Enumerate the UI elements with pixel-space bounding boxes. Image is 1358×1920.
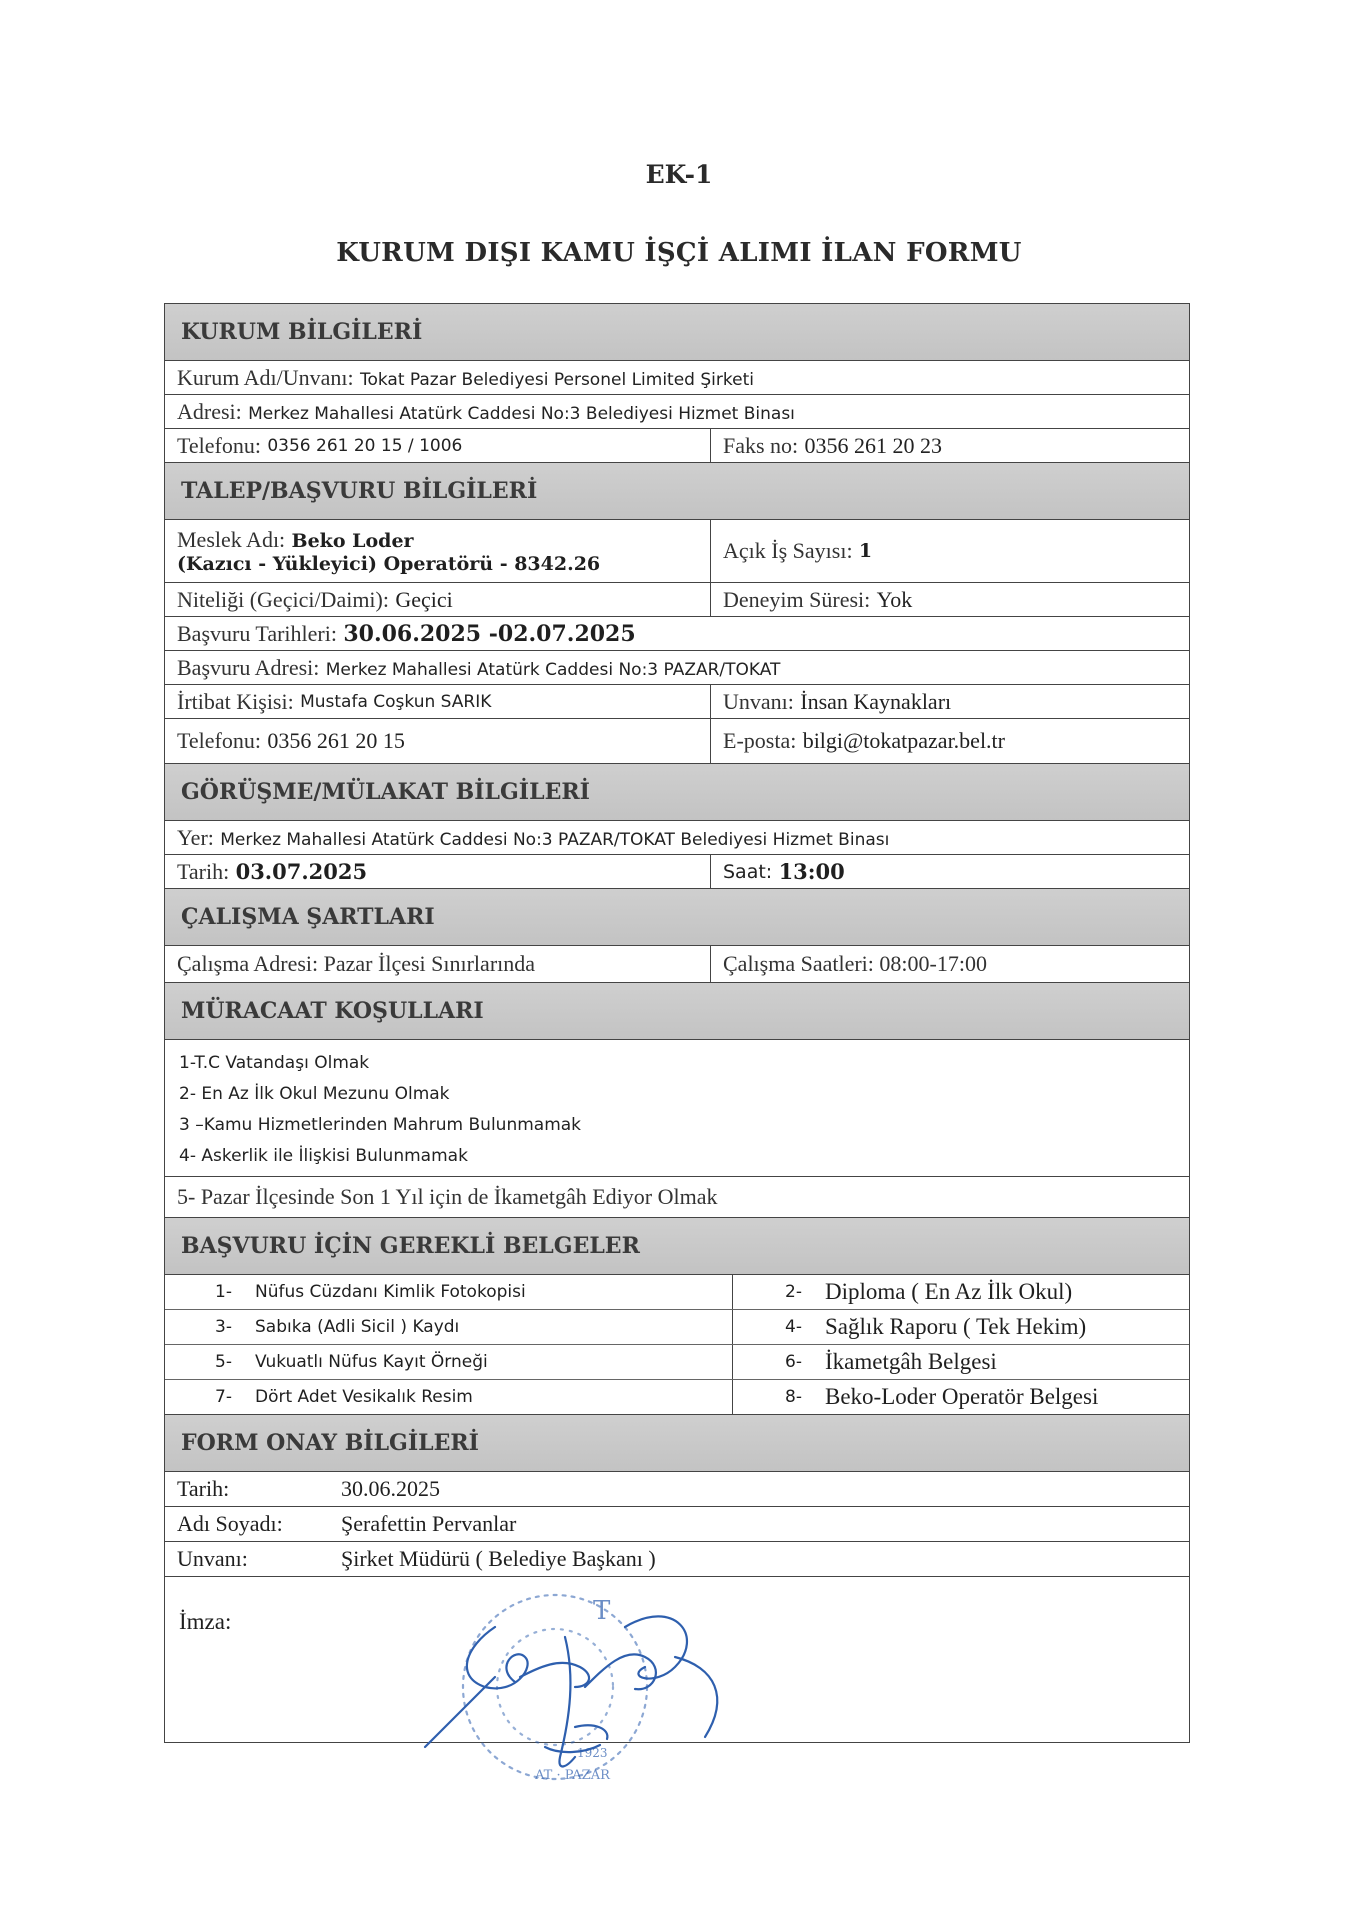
- approval-title-label: Unvanı:: [177, 1546, 248, 1571]
- section-muracaat: MÜRACAAT KOŞULLARI: [165, 983, 1189, 1040]
- documents-row: [165, 1310, 1189, 1345]
- dates-row: [165, 617, 1189, 651]
- job-value-line1: Beko Loder: [291, 530, 414, 552]
- approval-title-value: Şirket Müdürü ( Belediye Başkanı ): [341, 1546, 656, 1571]
- type-value: Geçici: [395, 586, 453, 612]
- kurum-fax-label: Faks no:: [723, 432, 799, 458]
- doc-name: Diploma ( En Az İlk Okul): [825, 1279, 1073, 1304]
- doc-name: Nüfus Cüzdanı Kimlik Fotokopisi: [255, 1282, 526, 1302]
- announcement-form: [164, 303, 1190, 1783]
- condition-item: 1-T.C Vatandaşı Olmak: [179, 1053, 370, 1073]
- condition-item: 4- Askerlik ile İlişkisi Bulunmamak: [179, 1146, 468, 1166]
- approval-date-row: [165, 1472, 1189, 1507]
- doc-name: Vukuatlı Nüfus Kayıt Örneği: [255, 1352, 488, 1372]
- contact-phone-label: Telefonu:: [177, 728, 261, 753]
- kurum-address-row: [165, 395, 1189, 429]
- email-value[interactable]: bilgi@tokatpazar.bel.tr: [802, 728, 1005, 753]
- kurum-phone-value: 0356 261 20 15 / 1006: [267, 435, 463, 456]
- contact-phone-row: [165, 719, 1189, 764]
- doc-name: İkametgâh Belgesi: [825, 1349, 997, 1374]
- documents-row: [165, 1345, 1189, 1380]
- kurum-phone-label: Telefonu:: [177, 432, 261, 458]
- condition-item-5: 5- Pazar İlçesinde Son 1 Yıl için de İkametgâh Ediyor Olmak: [177, 1184, 718, 1209]
- approval-date-label: Tarih:: [177, 1476, 230, 1501]
- svg-text:T: T: [593, 1596, 611, 1626]
- doc-name: Sabıka (Adli Sicil ) Kaydı: [255, 1317, 460, 1337]
- signature-stamp-icon: [345, 1517, 765, 1817]
- doc-name: Beko-Loder Operatör Belgesi: [825, 1384, 1099, 1409]
- svg-text:AT · PAZAR: AT · PAZAR: [535, 1768, 610, 1783]
- interview-time-label: Saat:: [723, 860, 773, 883]
- doc-number: 5-: [215, 1352, 232, 1372]
- interview-date-row: [165, 855, 1189, 889]
- approval-name-value: Şerafettin Pervanlar: [341, 1511, 517, 1536]
- contact-row: [165, 685, 1189, 719]
- interview-date-label: Tarih:: [177, 858, 230, 884]
- work-address: Çalışma Adresi: Pazar İlçesi Sınırlarında: [177, 951, 536, 976]
- doc-number: 3-: [215, 1317, 232, 1337]
- interview-time-value: 13:00: [778, 859, 845, 884]
- app-address-value: Merkez Mahallesi Atatürk Caddesi No:3 PAZAR/TOKAT: [325, 659, 781, 680]
- job-label: Meslek Adı:: [177, 527, 286, 552]
- svg-text:1923: 1923: [577, 1746, 608, 1760]
- contact-value: Mustafa Coşkun SARIK: [300, 691, 492, 712]
- doc-number: 6-: [785, 1352, 802, 1372]
- contact-phone-value: 0356 261 20 15: [267, 728, 405, 753]
- annex-label: EK-1: [645, 160, 713, 189]
- documents-table: [165, 1275, 1189, 1415]
- interview-place-row: [165, 821, 1189, 855]
- section-talep: TALEP/BAŞVURU BİLGİLERİ: [165, 463, 1189, 520]
- documents-row: [165, 1275, 1189, 1310]
- kurum-name-value: Tokat Pazar Belediyesi Personel Limited Şirketi: [359, 369, 754, 390]
- doc-number: 1-: [215, 1282, 232, 1302]
- section-belgeler: BAŞVURU İÇİN GEREKLİ BELGELER: [165, 1218, 1189, 1275]
- condition-list: [165, 1040, 1189, 1177]
- contact-title-value: İnsan Kaynakları: [800, 688, 952, 714]
- interview-place-value: Merkez Mahallesi Atatürk Caddesi No:3 PAZAR/TOKAT Belediyesi Hizmet Binası: [220, 829, 890, 850]
- dates-label: Başvuru Tarihleri:: [177, 620, 337, 646]
- dates-value: 30.06.2025 -02.07.2025: [343, 620, 636, 647]
- open-count-value: 1: [858, 540, 873, 562]
- doc-number: 7-: [215, 1387, 232, 1407]
- section-calisma: ÇALIŞMA ŞARTLARI: [165, 889, 1189, 946]
- signature-label: İmza:: [179, 1609, 232, 1634]
- work-row: [165, 946, 1189, 983]
- kurum-phone-row: [165, 429, 1189, 463]
- type-label: Niteliği (Geçici/Daimi):: [177, 586, 389, 612]
- open-count-label: Açık İş Sayısı:: [723, 538, 853, 563]
- documents-row: [165, 1380, 1189, 1414]
- contact-title-label: Unvanı:: [723, 688, 794, 714]
- experience-label: Deneyim Süresi:: [723, 586, 871, 612]
- kurum-fax-value: 0356 261 20 23: [804, 432, 943, 458]
- work-hours: Çalışma Saatleri: 08:00-17:00: [723, 951, 987, 976]
- condition-item: 3 –Kamu Hizmetlerinden Mahrum Bulunmamak: [179, 1115, 582, 1135]
- job-value-line2: (Kazıcı - Yükleyici) Operatörü - 8342.26: [177, 553, 601, 575]
- condition-item-5-row: [165, 1177, 1189, 1218]
- kurum-address-value: Merkez Mahallesi Atatürk Caddesi No:3 Belediyesi Hizmet Binası: [248, 403, 795, 424]
- contact-label: İrtibat Kişisi:: [177, 688, 294, 714]
- experience-value: Yok: [876, 586, 913, 612]
- page-title: KURUM DIŞI KAMU İŞÇİ ALIMI İLAN FORMU: [336, 238, 1022, 268]
- kurum-name-row: [165, 361, 1189, 395]
- approval-name-label: Adı Soyadı:: [177, 1511, 283, 1536]
- app-address-row: [165, 651, 1189, 685]
- section-mulakat: GÖRÜŞME/MÜLAKAT BİLGİLERİ: [165, 764, 1189, 821]
- doc-number: 4-: [785, 1317, 802, 1337]
- email-label: E-posta:: [723, 728, 797, 753]
- section-onay: FORM ONAY BİLGİLERİ: [165, 1415, 1189, 1472]
- doc-name: Dört Adet Vesikalık Resim: [255, 1387, 473, 1407]
- kurum-address-label: Adresi:: [177, 398, 242, 424]
- section-kurum: KURUM BİLGİLERİ: [165, 304, 1189, 361]
- app-address-label: Başvuru Adresi:: [177, 654, 320, 680]
- doc-number: 2-: [785, 1282, 802, 1302]
- doc-number: 8-: [785, 1387, 802, 1407]
- interview-date-value: 03.07.2025: [235, 859, 368, 884]
- interview-place-label: Yer:: [177, 824, 214, 850]
- job-row: [165, 520, 1189, 583]
- condition-item: 2- En Az İlk Okul Mezunu Olmak: [179, 1084, 450, 1104]
- kurum-name-label: Kurum Adı/Unvanı:: [177, 364, 354, 390]
- approval-date-value: 30.06.2025: [341, 1476, 440, 1501]
- type-row: [165, 583, 1189, 617]
- signature-box: [165, 1577, 1189, 1783]
- doc-name: Sağlık Raporu ( Tek Hekim): [825, 1314, 1087, 1339]
